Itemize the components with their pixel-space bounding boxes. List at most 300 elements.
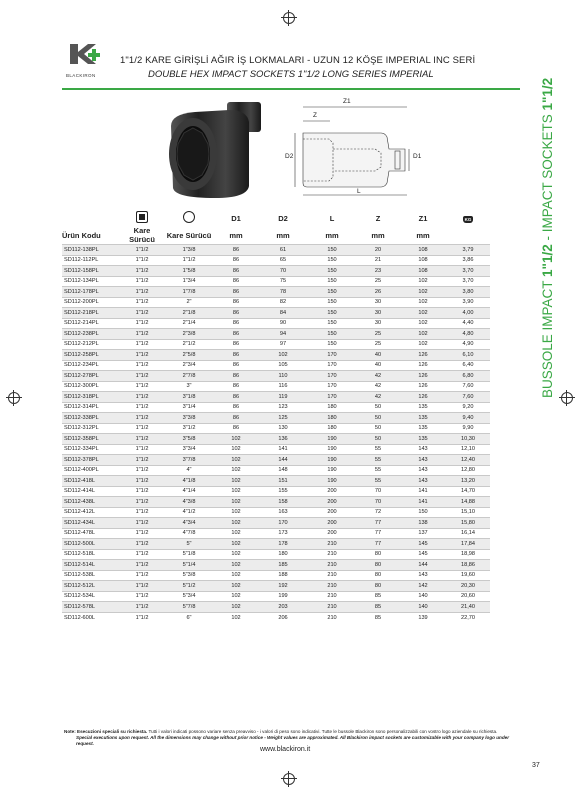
table-cell: 86 [214,423,258,434]
table-cell: 102 [214,518,258,529]
table-cell: 4,00 [446,308,490,319]
table-cell: 3,70 [446,266,490,277]
table-cell: 140 [400,591,446,602]
table-cell: 135 [400,402,446,413]
registration-mark-right [561,392,573,404]
table-cell: 1"1/2 [120,266,164,277]
table-cell: 80 [356,560,400,571]
table-cell: 2"7/8 [164,371,214,382]
table-row [62,392,490,403]
table-cell: 3" [164,381,214,392]
table-cell: 3,80 [446,287,490,298]
unit-z: mm [371,230,385,240]
table-cell: SD112-514L [62,560,120,571]
table-row [62,455,490,466]
table-cell: 50 [356,434,400,445]
table-cell: SD112-238PL [62,329,120,340]
table-cell: 77 [356,528,400,539]
table-cell: 4"3/8 [164,497,214,508]
table-cell: 130 [258,423,308,434]
table-cell: 78 [258,287,308,298]
table-cell: 2"1/8 [164,308,214,319]
table-cell: 40 [356,350,400,361]
table-cell: 3"7/8 [164,455,214,466]
table-cell: 1"1/2 [120,497,164,508]
table-cell: 80 [356,570,400,581]
table-cell: 86 [214,329,258,340]
table-cell: SD112-218PL [62,308,120,319]
table-cell: 86 [214,276,258,287]
table-cell: 86 [214,371,258,382]
table-cell: 86 [214,287,258,298]
table-cell: SD112-138PL [62,245,120,256]
table-cell: 61 [258,245,308,256]
table-cell: SD112-178PL [62,287,120,298]
table-row [62,528,490,539]
table-cell: 86 [214,245,258,256]
table-cell: 30 [356,308,400,319]
table-cell: 1"1/2 [120,465,164,476]
table-cell: 178 [258,539,308,550]
table-cell: 210 [308,581,356,592]
table-cell: 50 [356,402,400,413]
table-cell: 90 [258,318,308,329]
table-cell: 2"1/2 [164,339,214,350]
table-cell: 12,10 [446,444,490,455]
table-cell: 2"5/8 [164,350,214,361]
table-cell: 123 [258,402,308,413]
table-row [62,360,490,371]
table-cell: 119 [258,392,308,403]
table-cell: 180 [308,423,356,434]
table-cell: 150 [308,308,356,319]
table-cell: 200 [308,486,356,497]
dim-z: Z [313,112,317,119]
table-cell: 5"1/4 [164,560,214,571]
page-title-en: DOUBLE HEX IMPACT SOCKETS 1"1/2 LONG SERIES IMPERIAL [148,69,434,80]
table-cell: 1"1/2 [120,444,164,455]
table-cell: 6,40 [446,360,490,371]
table-cell: 137 [400,528,446,539]
table-cell: 84 [258,308,308,319]
table-cell: 180 [308,402,356,413]
table-cell: 3"1/4 [164,402,214,413]
table-cell: SD112-314PL [62,402,120,413]
table-row [62,465,490,476]
table-cell: 210 [308,591,356,602]
table-cell: 5"1/2 [164,581,214,592]
table-cell: 70 [356,486,400,497]
table-row [62,486,490,497]
table-cell: 185 [258,560,308,571]
table-cell: 158 [258,497,308,508]
table-cell: SD112-200PL [62,297,120,308]
table-cell: 86 [214,360,258,371]
table-cell: 6,80 [446,371,490,382]
table-cell: 210 [308,570,356,581]
table-cell: 86 [214,392,258,403]
table-cell: 42 [356,371,400,382]
table-cell: 210 [308,539,356,550]
table-cell: 143 [400,570,446,581]
table-cell: SD112-512L [62,581,120,592]
table-cell: 173 [258,528,308,539]
table-cell: 26 [356,287,400,298]
dim-d1: D1 [413,153,422,160]
table-cell: 163 [258,507,308,518]
table-row [62,381,490,392]
table-cell: 22,70 [446,612,490,623]
table-cell: 3"5/8 [164,434,214,445]
table-cell: 15,80 [446,518,490,529]
table-cell: 65 [258,255,308,266]
table-row [62,612,490,623]
table-cell: 1"1/2 [120,287,164,298]
table-row [62,518,490,529]
table-cell: 9,20 [446,402,490,413]
table-cell: 1"5/8 [164,266,214,277]
table-cell: 102 [400,329,446,340]
table-cell: 143 [400,444,446,455]
table-cell: SD112-578L [62,602,120,613]
table-cell: 75 [258,276,308,287]
table-row [62,339,490,350]
table-cell: 150 [400,507,446,518]
table-cell: SD112-518L [62,549,120,560]
col-d1: D1 [231,213,241,223]
table-cell: 1"1/2 [120,602,164,613]
table-cell: 82 [258,297,308,308]
table-cell: 145 [400,549,446,560]
table-cell: 150 [308,318,356,329]
col-product-code: Ürün Kodu [62,230,101,240]
table-cell: 77 [356,539,400,550]
table-row [62,350,490,361]
table-cell: 102 [214,591,258,602]
table-cell: 21,40 [446,602,490,613]
table-cell: SD112-400PL [62,465,120,476]
table-cell: 1"1/2 [120,528,164,539]
table-cell: 55 [356,465,400,476]
table-cell: 5"3/8 [164,570,214,581]
table-cell: 108 [400,266,446,277]
table-cell: 210 [308,612,356,623]
table-cell: 102 [400,308,446,319]
table-cell: 143 [400,476,446,487]
table-cell: 14,70 [446,486,490,497]
note-line1-bold: Esecuzioni speciali su richiesta. [77,729,148,734]
product-table [62,210,490,623]
table-row [62,591,490,602]
dim-d2: D2 [285,153,294,160]
registration-mark-top [283,12,295,24]
table-cell: 190 [308,444,356,455]
table-cell: 86 [214,402,258,413]
table-cell: 14,88 [446,497,490,508]
table-cell: 199 [258,591,308,602]
table-cell: SD112-234PL [62,360,120,371]
logo-icon [66,44,106,84]
table-cell: 143 [400,455,446,466]
table-row [62,329,490,340]
table-row [62,539,490,550]
table-cell: 85 [356,591,400,602]
table-cell: 108 [400,245,446,256]
table-row [62,308,490,319]
table-cell: 143 [400,465,446,476]
table-cell: 3,79 [446,245,490,256]
table-cell: 1"1/2 [120,434,164,445]
table-cell: 2"3/8 [164,329,214,340]
table-cell: 135 [400,413,446,424]
table-cell: 105 [258,360,308,371]
col-z1: Z1 [418,213,428,223]
table-cell: 42 [356,392,400,403]
table-cell: 55 [356,455,400,466]
table-cell: 1"7/8 [164,287,214,298]
table-cell: 135 [400,434,446,445]
table-cell: SD112-212PL [62,339,120,350]
table-cell: 142 [400,581,446,592]
table-cell: 1"1/2 [120,507,164,518]
header-divider [62,88,520,90]
table-cell: 200 [308,507,356,518]
table-cell: 126 [400,371,446,382]
table-icon-row [62,210,490,226]
table-cell: 6,10 [446,350,490,361]
table-cell: 7,60 [446,392,490,403]
table-cell: 6" [164,612,214,623]
table-cell: SD112-600L [62,612,120,623]
table-cell: 97 [258,339,308,350]
table-cell: 1"1/2 [120,612,164,623]
table-cell: SD112-478L [62,528,120,539]
table-cell: 94 [258,329,308,340]
table-cell: SD112-414L [62,486,120,497]
table-cell: 1"1/2 [120,581,164,592]
table-cell: 86 [214,318,258,329]
table-cell: 1"3/4 [164,276,214,287]
col-z: Z [375,213,381,223]
page-title-tr: 1"1/2 KARE GİRİŞLİ AĞIR İŞ LOKMALARI - UZUN 12 KÖŞE IMPERIAL INC SERİ [120,55,476,66]
table-cell: 85 [356,612,400,623]
table-cell: 145 [400,539,446,550]
table-cell: 18,98 [446,549,490,560]
table-cell: 50 [356,413,400,424]
table-cell: SD112-334PL [62,444,120,455]
table-cell: 18,86 [446,560,490,571]
table-cell: 1"1/2 [120,392,164,403]
table-cell: 20,30 [446,581,490,592]
table-cell: 1"1/2 [120,329,164,340]
table-cell: 125 [258,413,308,424]
table-cell: 5" [164,539,214,550]
table-cell: 139 [400,612,446,623]
table-cell: 86 [214,350,258,361]
table-row [62,287,490,298]
table-cell: 3,70 [446,276,490,287]
table-cell: 102 [214,476,258,487]
table-cell: 170 [258,518,308,529]
table-cell: 155 [258,486,308,497]
table-cell: 150 [308,329,356,340]
table-row [62,255,490,266]
table-cell: 150 [308,266,356,277]
table-cell: 16,14 [446,528,490,539]
table-cell: 3"3/8 [164,413,214,424]
table-row [62,318,490,329]
table-cell: 15,10 [446,507,490,518]
table-cell: 25 [356,276,400,287]
table-cell: 13,20 [446,476,490,487]
table-cell: 102 [214,507,258,518]
table-header-row [62,226,490,245]
table-cell: 102 [214,581,258,592]
table-cell: 1"1/2 [120,297,164,308]
table-cell: 1"1/2 [120,276,164,287]
table-cell: 25 [356,339,400,350]
registration-mark-left [8,392,20,404]
table-cell: 141 [400,497,446,508]
table-cell: 180 [308,413,356,424]
table-cell: 1"1/2 [120,455,164,466]
table-cell: 110 [258,371,308,382]
side-category-label: BUSSOLE IMPACT 1"1/2 - IMPACT SOCKETS 1"1/2 [540,77,555,398]
table-cell: 4,40 [446,318,490,329]
table-cell: 200 [308,518,356,529]
table-cell: 2"3/4 [164,360,214,371]
table-cell: 3,90 [446,297,490,308]
table-cell: 150 [308,255,356,266]
table-cell: 1"1/2 [120,591,164,602]
table-cell: 3,86 [446,255,490,266]
table-cell: 136 [258,434,308,445]
table-cell: 200 [308,528,356,539]
table-cell: 150 [308,287,356,298]
table-cell: 150 [308,245,356,256]
table-cell: 23 [356,266,400,277]
table-cell: 4,90 [446,339,490,350]
table-cell: 5"1/8 [164,549,214,560]
table-row [62,602,490,613]
table-cell: 2"1/4 [164,318,214,329]
table-cell: 144 [400,560,446,571]
table-cell: 1"1/2 [120,350,164,361]
col-square-drive-1: Kare Sürücü [129,226,155,244]
table-cell: 151 [258,476,308,487]
table-cell: 1"1/2 [120,360,164,371]
table-cell: 192 [258,581,308,592]
table-cell: 102 [214,549,258,560]
table-cell: 102 [214,570,258,581]
table-cell: SD112-538L [62,570,120,581]
table-cell: 141 [400,486,446,497]
table-cell: 55 [356,444,400,455]
table-cell: SD112-134PL [62,276,120,287]
table-cell: 102 [258,350,308,361]
table-cell: 5"3/4 [164,591,214,602]
unit-d1: mm [229,230,243,240]
table-cell: 1"1/2 [120,476,164,487]
table-cell: 86 [214,339,258,350]
table-cell: 21 [356,255,400,266]
table-cell: 30 [356,297,400,308]
table-cell: 1"1/2 [120,245,164,256]
table-row [62,581,490,592]
table-cell: 30 [356,318,400,329]
table-cell: 126 [400,360,446,371]
table-cell: 102 [400,318,446,329]
table-cell: 150 [308,297,356,308]
table-row [62,413,490,424]
table-cell: SD112-358PL [62,434,120,445]
footnote [64,729,524,747]
table-cell: 1"1/2 [120,381,164,392]
unit-z1: mm [416,230,430,240]
table-cell: 12,40 [446,455,490,466]
table-cell: 20 [356,245,400,256]
table-cell: 1"1/2 [120,539,164,550]
col-l: L [329,213,335,223]
table-cell: SD112-312PL [62,423,120,434]
square-drive-icon [136,211,148,223]
table-cell: 1"1/2 [120,413,164,424]
table-cell: 170 [308,350,356,361]
table-cell: 25 [356,329,400,340]
table-row [62,434,490,445]
table-cell: 116 [258,381,308,392]
table-cell: 140 [400,602,446,613]
table-body [62,245,490,623]
table-cell: 86 [214,413,258,424]
table-cell: 77 [356,518,400,529]
logo-text: BLACKIRON [66,73,96,78]
table-cell: 102 [214,486,258,497]
table-cell: 4"3/4 [164,518,214,529]
table-cell: 180 [258,549,308,560]
table-cell: 1"1/2 [120,560,164,571]
brand-logo [66,44,106,84]
table-cell: 126 [400,381,446,392]
table-cell: 190 [308,465,356,476]
table-cell: 1"1/2 [120,486,164,497]
table-cell: 144 [258,455,308,466]
table-cell: SD112-258PL [62,350,120,361]
table-cell: 19,60 [446,570,490,581]
table-cell: 102 [400,287,446,298]
table-cell: SD112-300PL [62,381,120,392]
table-cell: 170 [308,360,356,371]
table-cell: SD112-534L [62,591,120,602]
table-cell: 102 [214,560,258,571]
table-cell: 141 [258,444,308,455]
table-cell: 102 [214,497,258,508]
table-cell: 40 [356,360,400,371]
table-cell: 4,80 [446,329,490,340]
table-cell: 4" [164,465,214,476]
table-cell: 102 [400,339,446,350]
table-cell: 4"1/8 [164,476,214,487]
dim-z1: Z1 [343,98,351,105]
table-cell: 86 [214,297,258,308]
table-cell: 200 [308,497,356,508]
table-cell: 188 [258,570,308,581]
table-cell: 102 [214,465,258,476]
table-cell: 42 [356,381,400,392]
table-cell: 80 [356,549,400,560]
table-row [62,371,490,382]
table-cell: 102 [214,444,258,455]
